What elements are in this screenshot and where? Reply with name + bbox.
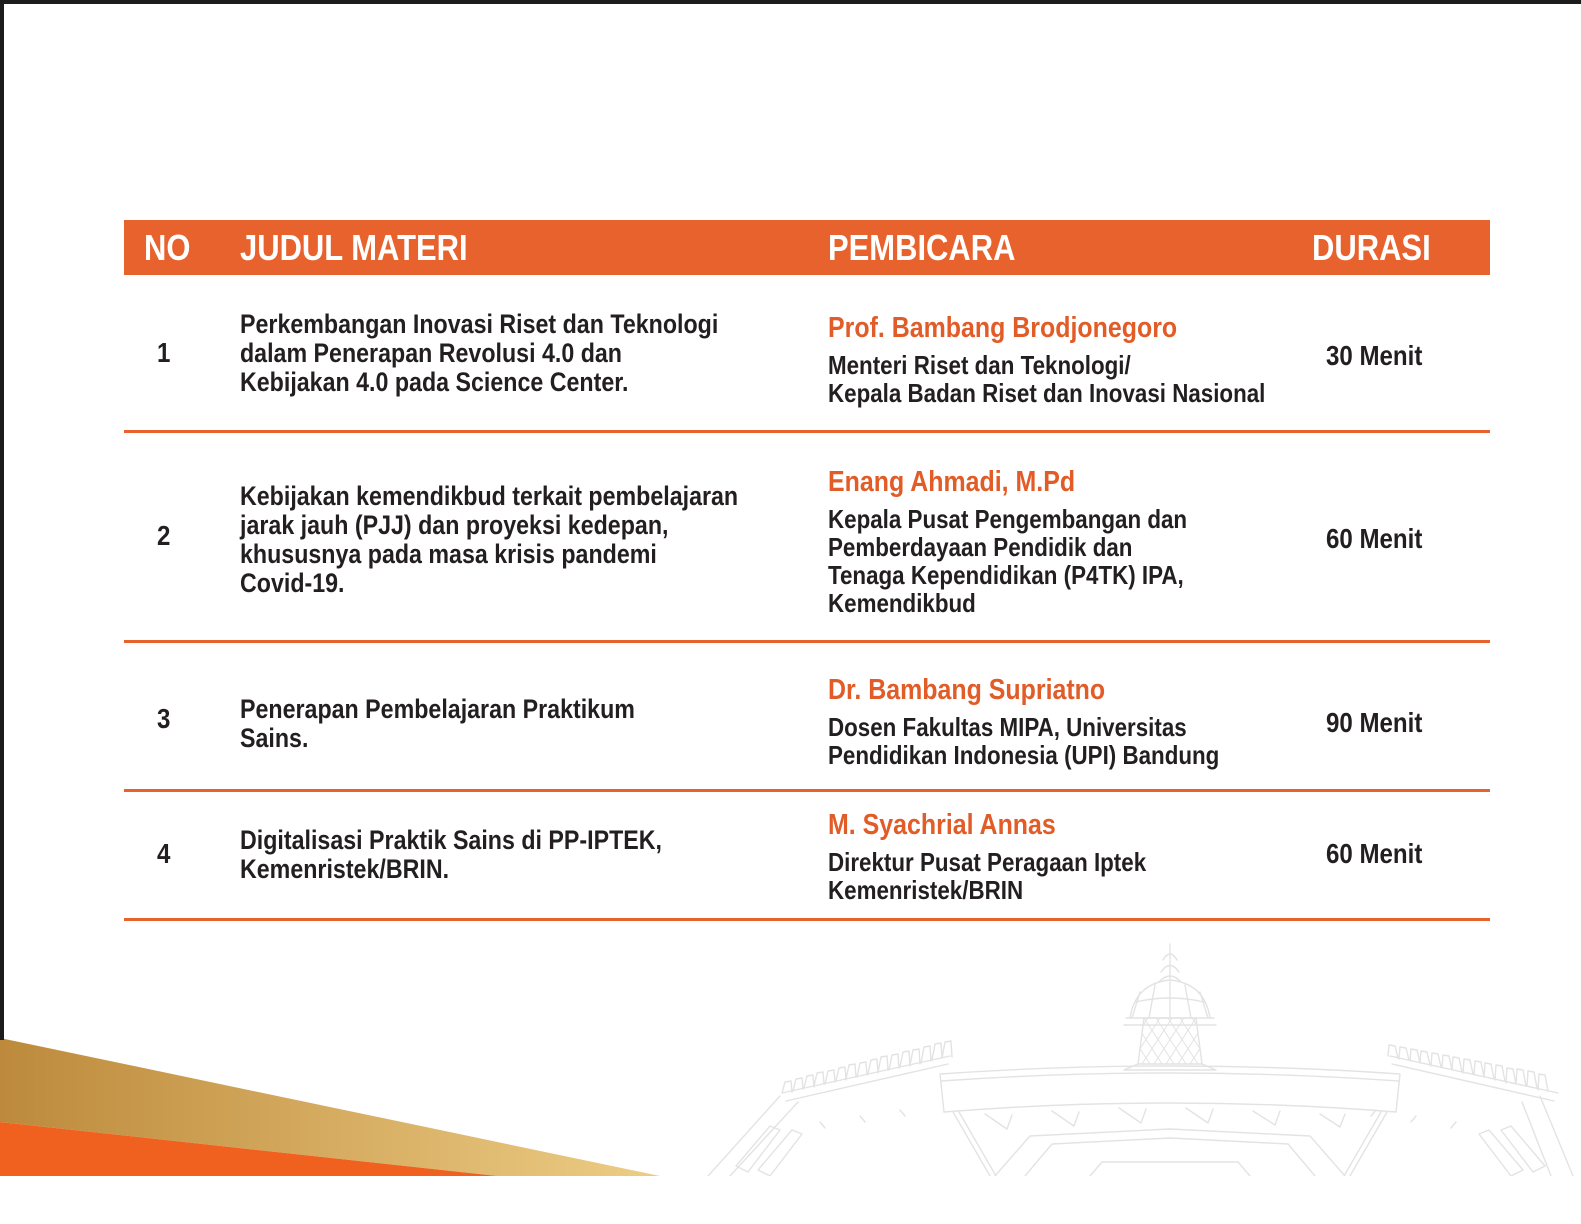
- speaker-name: Enang Ahmadi, M.Pd: [828, 466, 1076, 498]
- title-line: dalam Penerapan Revolusi 4.0 dan: [240, 338, 622, 368]
- title-line: Penerapan Pembelajaran Praktikum: [240, 694, 635, 724]
- gold-ribbon: [0, 1038, 660, 1176]
- col-header-durasi: DURASI: [1312, 226, 1431, 268]
- role-line: Kepala Pusat Pengembangan dan: [828, 504, 1188, 534]
- speaker-role: [828, 848, 1312, 904]
- row-number: 4: [157, 838, 171, 869]
- col-header-no: NO: [144, 226, 191, 268]
- title-line: jarak jauh (PJJ) dan proyeksi kedepan,: [240, 510, 669, 540]
- speaker-cell: [828, 792, 1312, 918]
- table-header: [124, 220, 1490, 275]
- role-line: Kemenristek/BRIN: [828, 875, 1024, 905]
- speaker-role: [828, 713, 1312, 769]
- building-sketch: [700, 940, 1581, 1176]
- duration-value: 60 Menit: [1326, 523, 1423, 554]
- title-line: Kebijakan 4.0 pada Science Center.: [240, 367, 629, 397]
- row-number: 1: [157, 337, 171, 368]
- speaker-name: Prof. Bambang Brodjonegoro: [828, 312, 1178, 344]
- title-line: Kemenristek/BRIN.: [240, 854, 450, 884]
- role-line: Tenaga Kependidikan (P4TK) IPA,: [828, 560, 1184, 590]
- speaker-name: M. Syachrial Annas: [828, 809, 1056, 841]
- duration-value: 60 Menit: [1326, 838, 1423, 869]
- material-title: [240, 643, 828, 789]
- role-line: Direktur Pusat Peragaan Iptek: [828, 847, 1147, 877]
- title-line: Digitalisasi Praktik Sains di PP-IPTEK,: [240, 825, 662, 855]
- title-line: Kebijakan kemendikbud terkait pembelajaran: [240, 481, 739, 511]
- table-row: [124, 643, 1490, 792]
- speaker-cell: [828, 643, 1312, 789]
- speaker-role: [828, 351, 1312, 407]
- schedule-table: [124, 275, 1490, 921]
- duration-value: 30 Menit: [1326, 340, 1423, 371]
- speaker-role: [828, 505, 1312, 617]
- table-row: [124, 792, 1490, 921]
- table-row: [124, 433, 1490, 643]
- role-line: Dosen Fakultas MIPA, Universitas: [828, 712, 1187, 742]
- col-header-pembicara: PEMBICARA: [828, 226, 1016, 268]
- role-line: Kemendikbud: [828, 588, 976, 618]
- role-line: Menteri Riset dan Teknologi/: [828, 350, 1131, 380]
- col-header-judul-materi: JUDUL MATERI: [240, 226, 468, 268]
- material-title: [240, 433, 828, 640]
- speaker-name: Dr. Bambang Supriatno: [828, 674, 1106, 706]
- frame-top-border: [0, 0, 1581, 4]
- table-row: [124, 275, 1490, 433]
- material-title: [240, 275, 828, 430]
- title-line: Sains.: [240, 723, 309, 753]
- row-number: 2: [157, 520, 171, 551]
- title-line: Covid-19.: [240, 568, 345, 598]
- role-line: Kepala Badan Riset dan Inovasi Nasional: [828, 378, 1266, 408]
- role-line: Pendidikan Indonesia (UPI) Bandung: [828, 740, 1220, 770]
- duration-value: 90 Menit: [1326, 707, 1423, 738]
- title-line: khususnya pada masa krisis pandemi: [240, 539, 657, 569]
- speaker-cell: [828, 275, 1312, 430]
- ribbon-wedges: [0, 1030, 700, 1176]
- speaker-cell: [828, 433, 1312, 640]
- frame-left-border: [0, 0, 4, 1040]
- role-line: Pemberdayaan Pendidik dan: [828, 532, 1133, 562]
- row-number: 3: [157, 703, 171, 734]
- orange-ribbon: [0, 1122, 497, 1176]
- title-line: Perkembangan Inovasi Riset dan Teknologi: [240, 309, 719, 339]
- material-title: [240, 792, 828, 918]
